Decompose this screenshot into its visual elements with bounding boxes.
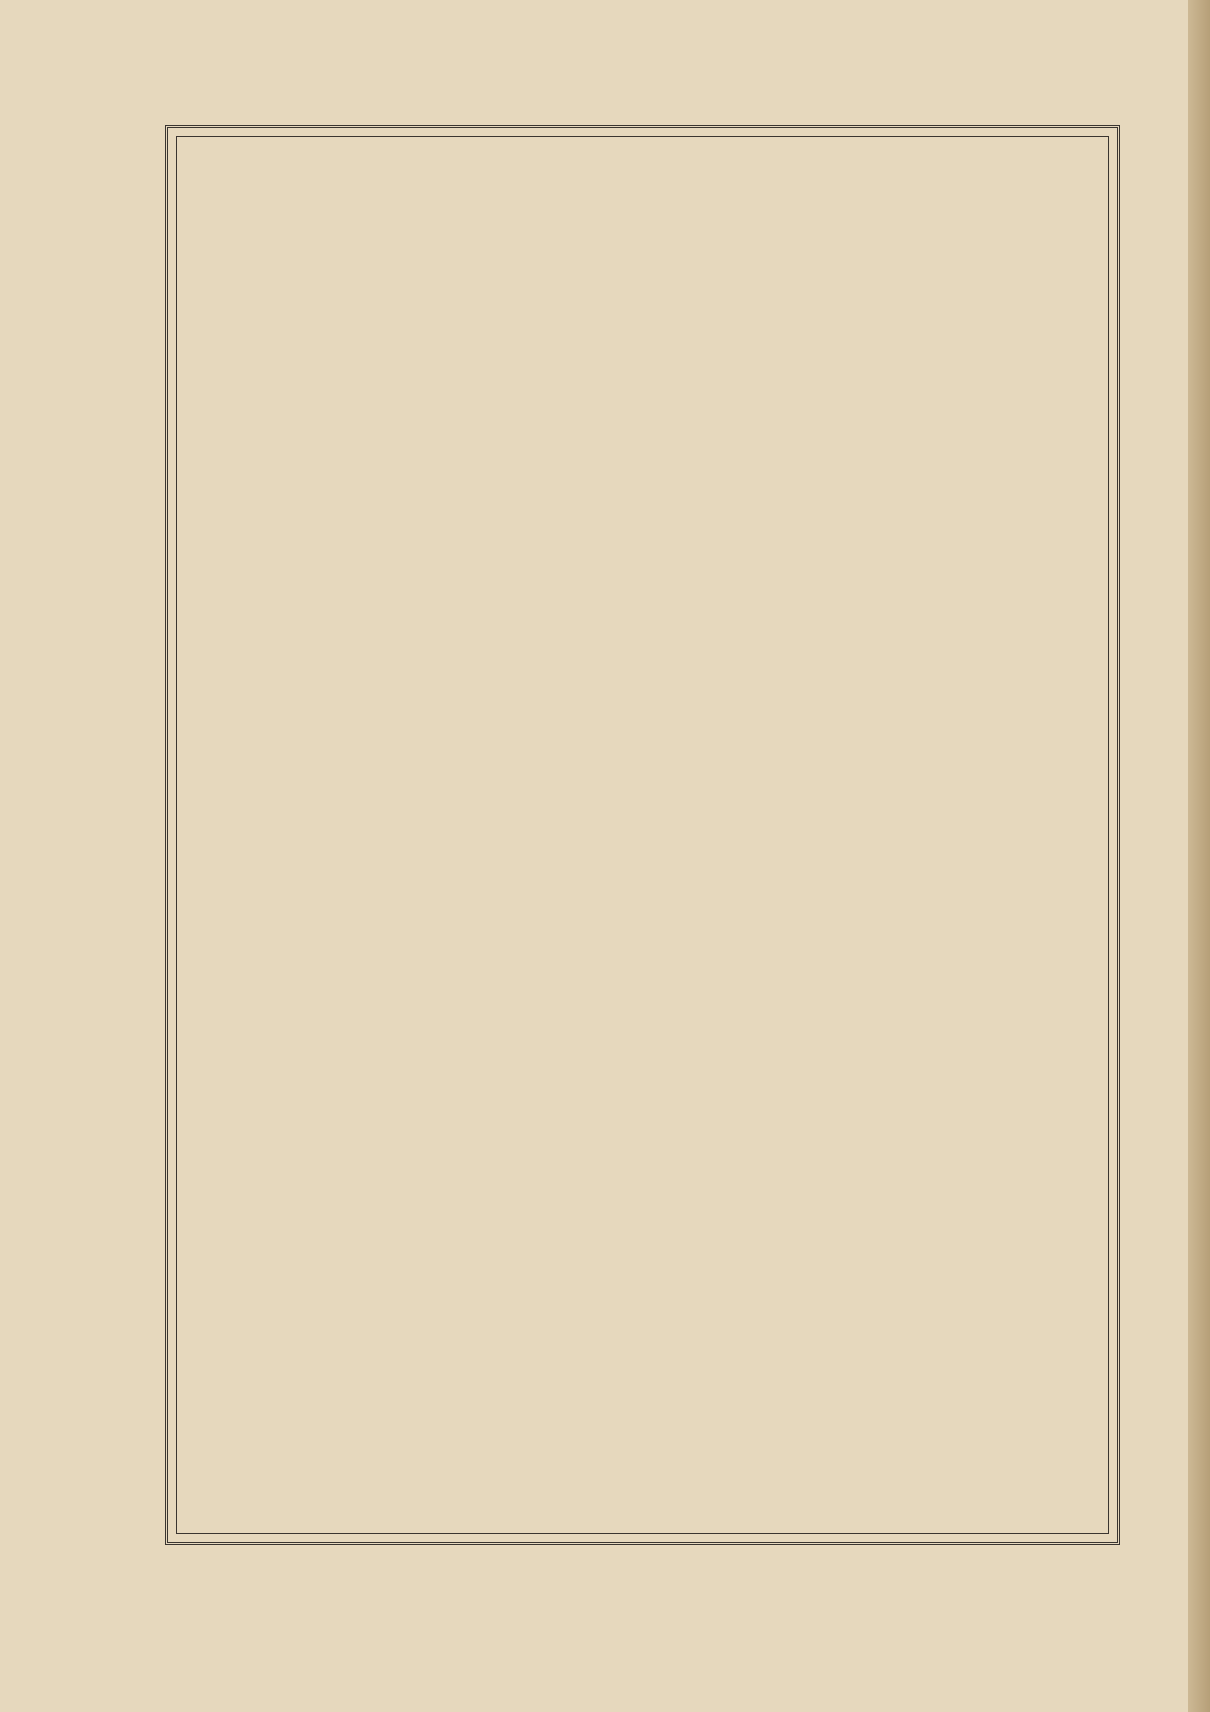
table-frame <box>165 125 1120 1545</box>
table-inner-border <box>176 136 1109 1534</box>
page-edge <box>1188 0 1210 1712</box>
